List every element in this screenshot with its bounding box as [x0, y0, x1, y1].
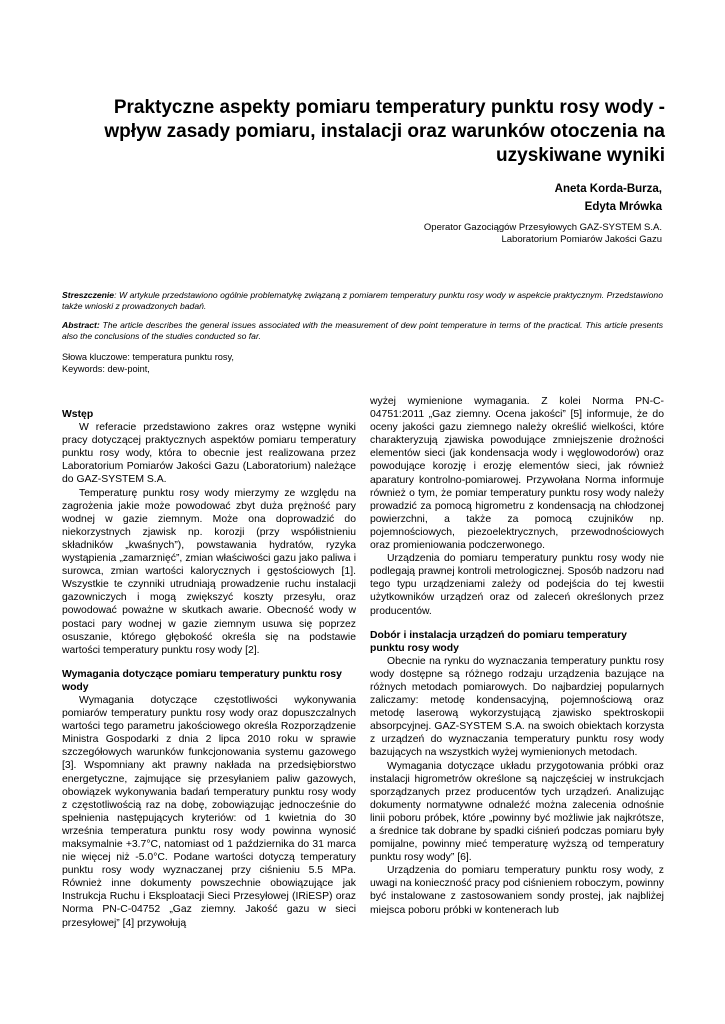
- paragraph: Obecnie na rynku do wyznaczania temperatury punktu rosy wody dostępne są różnego rodzaju urządzenia bazujące na różnych metodach pomiarowych. Do najbardziej popularnych zaliczamy: metodę kondensacyjną, pojemnościową oraz metodę laserową wykorzystującą zjawisko spektroskopii absorpcyjnej. GAZ-SYSTEM S.A. na swoich obiektach korzysta z urządzeń do wyznaczania temperatury punktu rosy wody bazujących na wszystkich wyżej wymienionych metodach.: [370, 655, 664, 759]
- left-column: [62, 395, 356, 930]
- affiliation-line: Laboratorium Pomiarów Jakości Gazu: [501, 234, 662, 245]
- author-name: Edyta Mrówka: [584, 201, 662, 213]
- abstract-text: The article describes the general issues associated with the measurement of dew point temperature in terms of the practical. This article presents also the conclusions of the studies conducted so far.: [62, 320, 663, 341]
- affiliation-line: Operator Gazociągów Przesyłowych GAZ-SYSTEM S.A.: [423, 222, 662, 233]
- section-heading-wymagania: Wymagania dotyczące pomiaru temperatury punktu rosy wody: [62, 668, 342, 693]
- keywords-en: Keywords: dew-point,: [62, 364, 150, 374]
- affiliation: [300, 222, 662, 246]
- paragraph: Wymagania dotyczące układu przygotowania próbki oraz instalacji higrometrów określone są najczęściej w instrukcjach sporządzanych przez producentów tych urządzeń. Analizując dokumenty normatywne odnaleźć można zalecenia odnośnie linii poboru próbek, które „powinny być możliwie jak najkrótsze, a średnice tak dobrane by spadki ciśnień podczas pomiaru były pomijalne, powinny mieć temperaturę wyższą od temperatury punktu rosy wody” [6].: [370, 760, 664, 864]
- paragraph: Temperaturę punktu rosy wody mierzymy ze względu na zagrożenia jakie może powodować zbyt duża prężność pary wodnej w gazie ziemnym. Może ona doprowadzić do niekorzystnych zjawisk np. korozji (przy współistnieniu składników „kwaśnych”), powstawania hydratów, ryzyka wystąpienia „zamarznięć”, zmian właściwości gazu jako paliwa i surowca, zmian wartości kalorycznych i gęstościowych [1]. Wszystkie te czynniki utrudniają prowadzenie ruchu instalacji gazowniczych i mogą zwiększyć koszty przesyłu, oraz powodować poważne w skutkach awarie. Obecność wody w postaci pary wodnej w gazie ziemnym usuwa się poprzez osuszanie, którego głębokość określa się na podstawie wartości temperatury punktu rosy wody [2].: [62, 487, 356, 656]
- paragraph: Urządzenia do pomiaru temperatury punktu rosy wody nie podlegają prawnej kontroli metrologicznej. Sposób nadzoru nad tego typu urządzeniami zależy od podejścia do tej kwestii użytkowników urządzeń oraz od zaleceń określonych przez producentów.: [370, 553, 664, 617]
- author-name: Aneta Korda-Burza,: [554, 183, 662, 195]
- section-heading-dobor: Dobór i instalacja urządzeń do pomiaru temperatury punktu rosy wody: [370, 629, 627, 654]
- paragraph: Wymagania dotyczące częstotliwości wykonywania pomiarów temperatury punktu rosy wody oraz dopuszczalnych wartości tego parametru jakościowego określa Rozporządzenie Ministra Gospodarki z dnia 2 lipca 2010 roku w sprawie szczegółowych warunków funkcjonowania systemu gazowego [3]. Wspomniany akt prawny nakłada na przedsiębiorstwo energetyczne, zajmujące się przesyłaniem paliw gazowych, obowiązek wykonywania badań temperatury punktu rosy wody z częstotliwością raz na dobę, zobowiązując jednocześnie do spełnienia następujących kryteriów: od 1 kwietnia do 30 września temperatura punktu rosy wody powinna wynosić maksymalnie +3.7°C, natomiast od 1 października do 31 marca nie więcej niż -5.0°C. Podane wartości dotyczą temperatury punktu rosy wody wyznaczanej przy ciśnieniu 5.5 MPa. Również inne dokumenty powszechnie obowiązujące jak Instrukcja Ruchu i Eksploatacji Sieci Przesyłowej (IRiESP) oraz Norma PN-C-04752 „Gaz ziemny. Jakość gazu w sieci przesyłowej” [4] przywołują: [62, 694, 356, 929]
- paragraph: Urządzenia do pomiaru temperatury punktu rosy wody, z uwagi na konieczność pracy pod ciśnieniem roboczym, powinny być instalowane z zastosowaniem sondy prostej, jak najbliżej miejsca poboru próbki w kontenerach lub: [370, 865, 664, 916]
- abstract: [62, 320, 663, 342]
- paragraph: wyżej wymienione wymagania. Z kolei Norma PN-C-04751:2011 „Gaz ziemny. Ocena jakości” [5] informuje, że do oceny jakości gazu ziemnego należy określić wielkości, które charakteryzują zjawiska powodujące zmniejszenie drożności elementów sieci (jak kondensacja wody i węglowodorów) oraz powodujące korozję i erozję elementów sieci, jak również aparatury kontrolno-pomiarowej. Przywołana Norma informuje również o tym, że pomiar temperatury punktu rosy wody należy prowadzić za pomocą higrometru z kondensacją na chłodzonej powierzchni, a także za pomocą czujników np. pojemnościowych, piezoelektrycznych, przewodnościowych oraz promieniowania podczerwonego.: [370, 396, 664, 552]
- author-list: [300, 180, 662, 216]
- keywords: [62, 351, 663, 375]
- right-column: [370, 395, 664, 917]
- section-heading-wstep: Wstęp: [62, 409, 94, 420]
- paper-title: Praktyczne aspekty pomiaru temperatury punktu rosy wody - wpływ zasady pomiaru, instalacji oraz warunków otoczenia na uzyskiwane wyniki: [104, 97, 665, 166]
- abstract-label: Abstract:: [62, 320, 100, 330]
- paragraph: W referacie przedstawiono zakres oraz wstępne wyniki pracy dotyczącej praktycznych aspektów pomiaru temperatury punktu rosy wody, która to obecnie jest realizowana przez Laboratorium Pomiarów Jakości Gazu (Laboratorium) należące do GAZ-SYSTEM S.A.: [62, 422, 356, 486]
- keywords-pl: Słowa kluczowe: temperatura punktu rosy,: [62, 352, 234, 362]
- streszczenie: [62, 290, 663, 312]
- streszczenie-label: Streszczenie: [62, 290, 115, 300]
- streszczenie-text: : W artykule przedstawiono ogólnie problematykę związaną z pomiarem temperatury punktu rosy wody w aspekcie praktycznym. Przedstawiono także wnioski z prowadzonych badań.: [62, 290, 663, 311]
